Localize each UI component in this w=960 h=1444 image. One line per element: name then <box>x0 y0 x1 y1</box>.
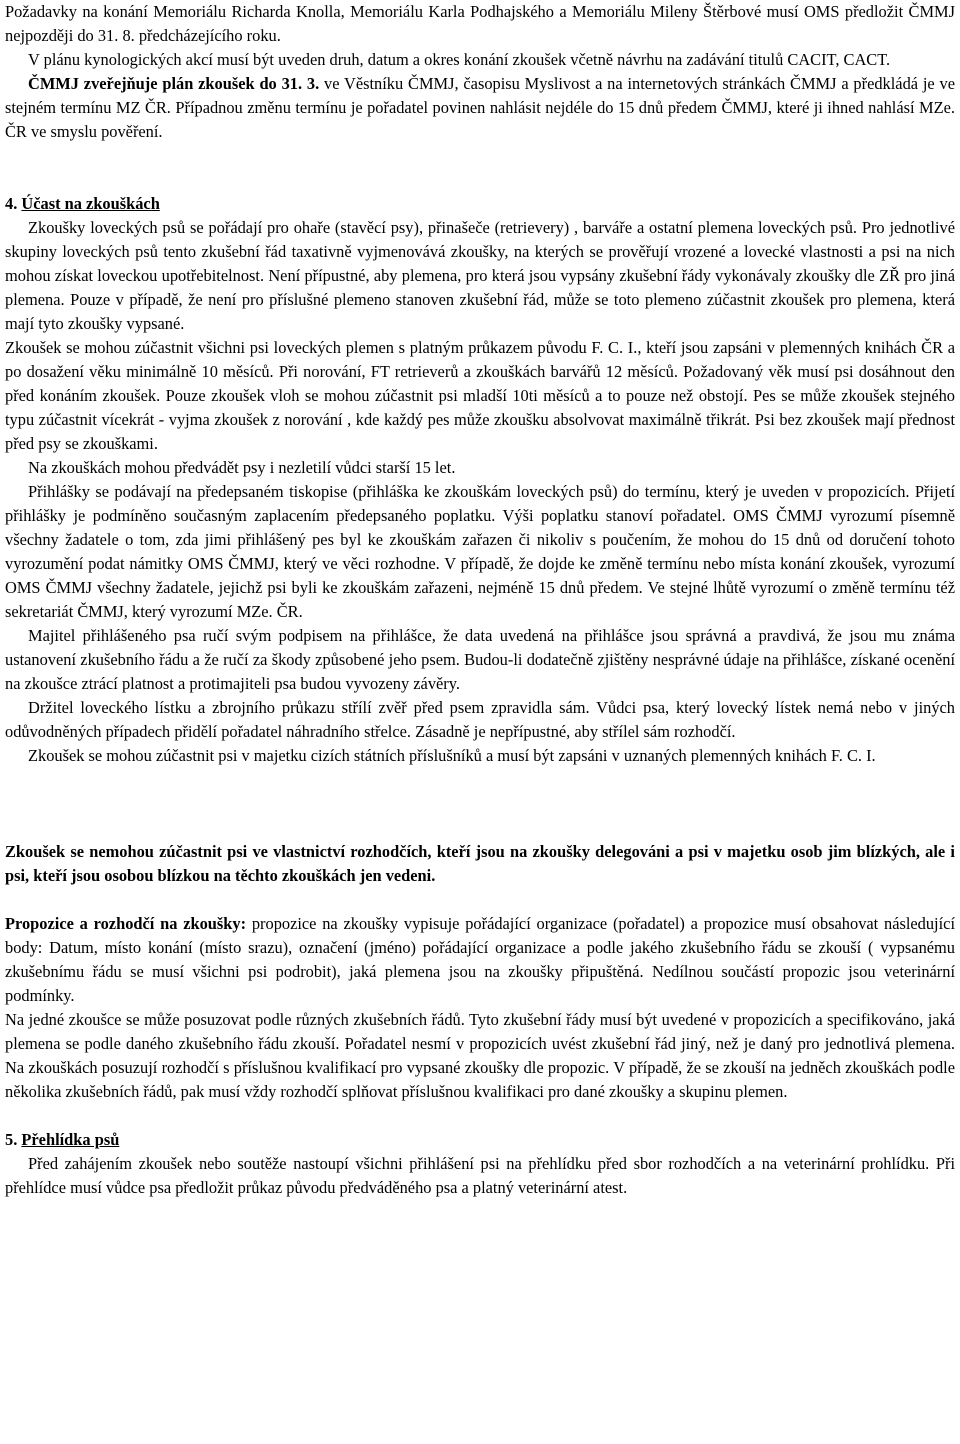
section-heading <box>5 192 955 216</box>
paragraph: Zkoušek se mohou zúčastnit všichni psi loveckých plemen s platným průkazem původu F. C. I., kteří jsou zapsáni v plemenných knihách ČR a po dosažení věku minimálně 10 měsíců. Při norování, FT retrieverů a zkouškách barvářů 12 měsíců. Požadovaný věk musí psi dosáhnout den před konáním zkoušek. Pouze zkoušek vloh se mohou zúčastnit psi mladší 10ti měsíců a to pouze než obstojí. Pes se může zkoušek stejného typu zúčastnit vícekrát - vyjma zkoušek z norování , kde každý pes může zkoušku absolvovat maximálně třikrát. Psi bez zkoušek mají přednost před psy se zkouškami. <box>5 338 955 453</box>
paragraph: Na zkouškách mohou předvádět psy i nezletilí vůdci starší 15 let. <box>28 458 456 477</box>
spacer <box>5 768 955 816</box>
paragraph: Zkoušky loveckých psů se pořádají pro ohaře (stavěcí psy), přinašeče (retrievery) , barváře a ostatní plemena loveckých psů. Pro jednotlivé skupiny loveckých psů tento zkušební řád taxativně vyjmenovává zkoušky, na kterých se prověřují vrozené a lovecké vlastnosti a psi na nich mohou získat loveckou upotřebitelnost. Není přípustné, aby plemena, pro která jsou vypsány zkušební řády vykonávaly zkoušky dle ZŘ pro jiná plemena. Pouze v případě, že není pro příslušné plemeno stanoven zkušební řád, může se toto plemeno zúčastnit zkoušek pro plemena, která mají tyto zkoušky vypsané. <box>5 218 955 333</box>
bold-paragraph: Zkoušek se nemohou zúčastnit psi ve vlastnictví rozhodčích, kteří jsou na zkoušky delegováni a psi v majetku osob jim blízkých, ale i psi, kteří jsou osobou blízkou na těchto zkouškách jen vedeni. <box>5 842 955 885</box>
paragraph: Na jedné zkoušce se může posuzovat podle různých zkušebních řádů. Tyto zkušební řády musí být uvedené v propozicích a specifikováno, jaká plemena se podle daného zkušebního řádu zkouší. Pořadatel nesmí v propozicích uvést zkušební řád jiný, než je daný pro jednotlivá plemena. Na zkouškách posuzují rozhodčí s příslušnou kvalifikací pro vypsané zkoušky dle propozic. V případě, že se zkouší na jedněch zkouškách podle několika zkušebních řádů, pak musí vždy rozhodčí splňovat příslušnou kvalifikaci pro dané zkoušky a skupinu plemen. <box>5 1010 955 1101</box>
spacer <box>5 816 955 840</box>
paragraph: V plánu kynologických akcí musí být uveden druh, datum a okres konání zkoušek včetně návrhu na zadávání titulů CACIT, CACT. <box>28 50 891 69</box>
paragraph: Přihlášky se podávají na předepsaném tiskopise (přihláška ke zkouškám loveckých psů) do termínu, který je uveden v propozicích. Přijetí přihlášky je podmíněno současným zaplacením předepsaného poplatku. Výši poplatku stanoví pořadatel. OMS ČMMJ vyrozumí písemně všechny žadatele o tom, zda jimi přihlášený pes byl ke zkouškám zařazen či nikoliv s poučením, že mohou do 15 dnů od doručení tohoto vyrozumění podat námitky OMS ČMMJ, který ve věci rozhodne. V případě, že dojde ke změně termínu nebo místa konání zkoušek, vyrozumí OMS ČMMJ všechny žadatele, jejichž psi byli ke zkouškám zařazeni, nejméně 15 dnů předem. Ve stejné lhůtě vyrozumí o změně termínu též sekretariát ČMMJ, který vyrozumí MZe. ČR. <box>5 482 955 621</box>
spacer <box>5 144 955 192</box>
paragraph <box>5 912 955 1008</box>
section-number: 5. <box>5 1130 22 1149</box>
paragraph <box>5 72 955 144</box>
paragraph: Požadavky na konání Memoriálu Richarda Knolla, Memoriálu Karla Podhajského a Memoriálu Mileny Štěrbové musí OMS předložit ČMMJ nejpozději do 31. 8. předcházejícího roku. <box>5 2 955 45</box>
section-title: Přehlídka psů <box>21 1130 120 1149</box>
paragraph: Majitel přihlášeného psa ručí svým podpisem na přihlášce, že data uvedená na přihlášce jsou správná a pravdivá, že jsou mu známa ustanovení zkušebního řádu a že ručí za škody způsobené jeho psem. Budou-li dodatečně zjištěny nesprávné údaje na přihlášce, získané ocenění na zkoušce ztrácí platnost a protimajiteli psa budou vyvozeny závěry. <box>5 626 955 693</box>
section-heading <box>5 1128 955 1152</box>
spacer <box>5 888 955 912</box>
section-number: 4. <box>5 194 22 213</box>
document-page <box>5 0 955 1200</box>
paragraph: Před zahájením zkoušek nebo soutěže nastoupí všichni přihlášení psi na přehlídku před sbor rozhodčích a na veterinární prohlídku. Při přehlídce musí vůdce psa předložit průkaz původu předváděného psa a platný veterinární atest. <box>5 1154 955 1197</box>
paragraph: Držitel loveckého lístku a zbrojního průkazu střílí zvěř před psem zpravidla sám. Vůdci psa, který lovecký lístek nemá nebo v jiných odůvodněných případech přidělí pořadatel náhradního střelce. Zásadně je nepřípustné, aby střílel sám rozhodčí. <box>5 698 955 741</box>
paragraph-text: ve Věstníku ČMMJ, časopisu Myslivost a na internetových stránkách ČMMJ a předkládá je ve stejném termínu MZ ČR. Případnou změnu termínu je pořadatel povinen nahlásit nejdéle do 15 dnů předem ČMMJ, které ji ihned nahlásí MZe. ČR ve smyslu pověření. <box>5 74 955 141</box>
paragraph: Zkoušek se mohou zúčastnit psi v majetku cizích státních příslušníků a musí být zapsáni v uznaných plemenných knihách F. C. I. <box>28 746 876 765</box>
bold-text: Propozice a rozhodčí na zkoušky: <box>5 914 247 933</box>
spacer <box>5 1104 955 1128</box>
bold-text: ČMMJ zveřejňuje plán zkoušek do 31. 3. <box>28 74 320 93</box>
section-title: Účast na zkouškách <box>21 194 160 213</box>
paragraph-text: propozice na zkoušky vypisuje pořádající organizace (pořadatel) a propozice musí obsahovat následující body: Datum, místo konání (místo srazu), označení (jméno) pořádající organizace a podle jakého zkušebního řádu se zkouší ( vypsanému zkušebnímu řádu se musí všichni psi podrobit), jaká plemena jsou na zkoušky připuštěná. Nedílnou součástí propozic jsou veterinární podmínky. <box>5 914 955 1005</box>
